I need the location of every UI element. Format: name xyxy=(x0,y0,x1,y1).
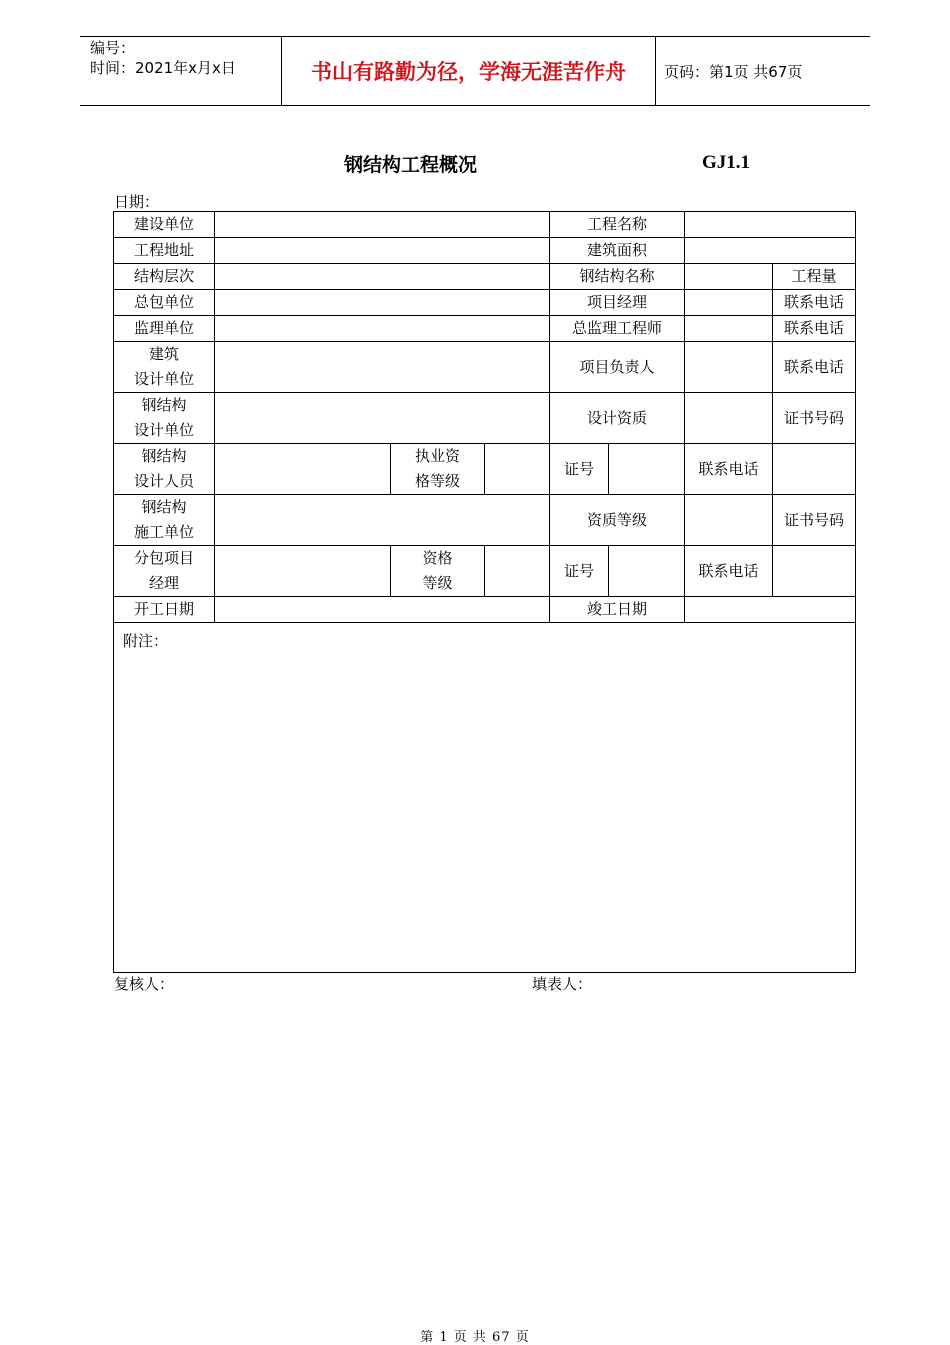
qualification-grade-label: 资质等级 xyxy=(550,495,685,546)
steel-construction-unit-label: 钢结构 施工单位 xyxy=(114,495,215,546)
contact-phone-field[interactable] xyxy=(773,546,856,597)
notes-area[interactable] xyxy=(114,623,856,973)
form-title: 钢结构工程概况 xyxy=(344,154,478,176)
project-name-label: 工程名称 xyxy=(550,212,685,238)
cert-no-field[interactable] xyxy=(609,444,685,495)
steel-structure-name-field[interactable] xyxy=(685,264,773,290)
steel-construction-unit-field[interactable] xyxy=(215,495,550,546)
project-leader-label: 项目负责人 xyxy=(550,342,685,393)
sub-project-manager-label: 分包项目 经理 xyxy=(114,546,215,597)
chief-supervisor-field[interactable] xyxy=(685,316,773,342)
header-motto: 书山有路勤为径，学海无涯苦作舟 xyxy=(281,37,656,105)
cert-no-field[interactable] xyxy=(609,546,685,597)
supervision-unit-label: 监理单位 xyxy=(114,316,215,342)
table-row xyxy=(114,264,856,290)
completion-date-label: 竣工日期 xyxy=(550,597,685,623)
table-row xyxy=(114,212,856,238)
project-address-field[interactable] xyxy=(215,238,550,264)
qualification-field[interactable] xyxy=(485,546,550,597)
contact-phone-label: 联系电话 xyxy=(685,444,773,495)
construction-unit-label: 建设单位 xyxy=(114,212,215,238)
contact-phone-field[interactable] xyxy=(773,444,856,495)
certificate-number-label: 证书号码 xyxy=(773,393,856,444)
table-row xyxy=(114,444,856,495)
contact-phone-label: 联系电话 xyxy=(773,342,856,393)
practice-qualification-field[interactable] xyxy=(485,444,550,495)
table-row xyxy=(114,495,856,546)
qualification-label: 资格 等级 xyxy=(391,546,485,597)
arch-design-unit-field[interactable] xyxy=(215,342,550,393)
project-manager-field[interactable] xyxy=(685,290,773,316)
date-label: 日期： xyxy=(114,193,160,211)
design-qualification-label: 设计资质 xyxy=(550,393,685,444)
cert-no-label: 证号 xyxy=(550,546,609,597)
notes-label: 附注： xyxy=(123,632,169,650)
arch-design-unit-label: 建筑 设计单位 xyxy=(114,342,215,393)
contact-phone-label: 联系电话 xyxy=(773,290,856,316)
project-leader-field[interactable] xyxy=(685,342,773,393)
supervision-unit-field[interactable] xyxy=(215,316,550,342)
table-row xyxy=(114,597,856,623)
certificate-number-label: 证书号码 xyxy=(773,495,856,546)
header-page-info: 页码：第1页 共67页 xyxy=(664,62,803,81)
table-row xyxy=(114,623,856,973)
steel-designer-field[interactable] xyxy=(215,444,391,495)
construction-unit-field[interactable] xyxy=(215,212,550,238)
practice-qualification-label: 执业资 格等级 xyxy=(391,444,485,495)
time-label: 时间：2021年x月x日 xyxy=(90,59,236,77)
project-name-field[interactable] xyxy=(685,212,856,238)
project-manager-label: 项目经理 xyxy=(550,290,685,316)
steel-designer-label: 钢结构 设计人员 xyxy=(114,444,215,495)
table-row xyxy=(114,546,856,597)
start-date-field[interactable] xyxy=(215,597,550,623)
table-row xyxy=(114,290,856,316)
table-row xyxy=(114,393,856,444)
contact-phone-label: 联系电话 xyxy=(685,546,773,597)
form-code: GJ1.1 xyxy=(702,152,751,173)
table-row xyxy=(114,238,856,264)
filler-label: 填表人： xyxy=(532,975,593,993)
design-qualification-field[interactable] xyxy=(685,393,773,444)
cert-no-label: 证号 xyxy=(550,444,609,495)
steel-design-unit-field[interactable] xyxy=(215,393,550,444)
steel-structure-overview-table xyxy=(113,211,856,973)
quantity-label: 工程量 xyxy=(773,264,856,290)
start-date-label: 开工日期 xyxy=(114,597,215,623)
page-header xyxy=(80,36,870,106)
code-label: 编号： xyxy=(90,39,136,57)
qualification-grade-field[interactable] xyxy=(685,495,773,546)
steel-structure-name-label: 钢结构名称 xyxy=(550,264,685,290)
project-address-label: 工程地址 xyxy=(114,238,215,264)
header-meta xyxy=(80,37,281,105)
structure-levels-label: 结构层次 xyxy=(114,264,215,290)
general-contractor-label: 总包单位 xyxy=(114,290,215,316)
completion-date-field[interactable] xyxy=(685,597,856,623)
table-row xyxy=(114,316,856,342)
structure-levels-field[interactable] xyxy=(215,264,550,290)
table-row xyxy=(114,342,856,393)
reviewer-label: 复核人： xyxy=(114,975,175,993)
general-contractor-field[interactable] xyxy=(215,290,550,316)
sub-project-manager-field[interactable] xyxy=(215,546,391,597)
page-footer: 第 1 页 共 67 页 xyxy=(420,1330,530,1345)
chief-supervisor-label: 总监理工程师 xyxy=(550,316,685,342)
steel-design-unit-label: 钢结构 设计单位 xyxy=(114,393,215,444)
contact-phone-label: 联系电话 xyxy=(773,316,856,342)
building-area-field[interactable] xyxy=(685,238,856,264)
building-area-label: 建筑面积 xyxy=(550,238,685,264)
